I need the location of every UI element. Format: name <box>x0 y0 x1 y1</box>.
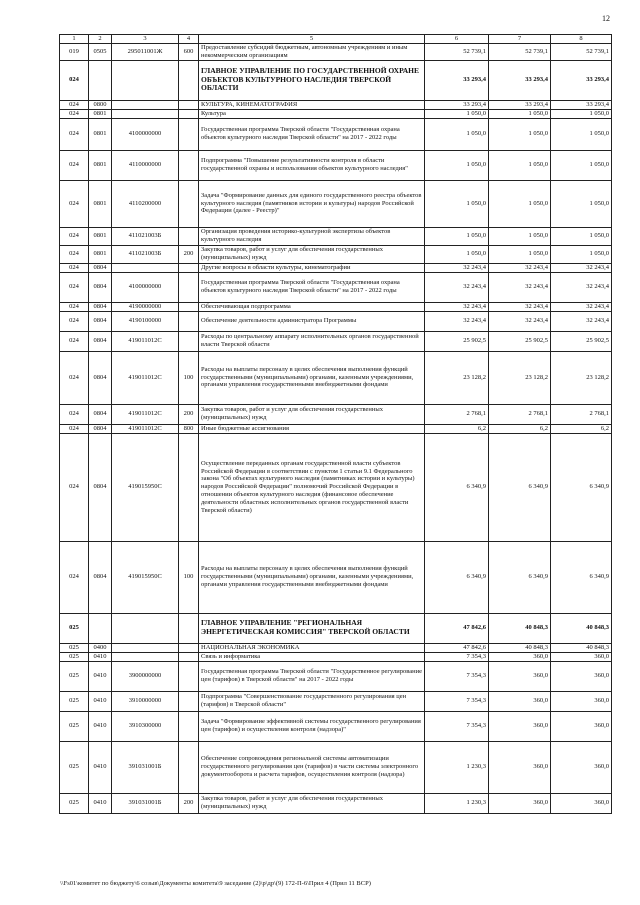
cell-target-code: 3910000000 <box>112 691 179 711</box>
cell-expense-type <box>179 118 199 150</box>
table-row <box>60 302 612 311</box>
cell-amount-2020: 6 340,9 <box>425 433 489 541</box>
cell-amount-2022: 360,0 <box>551 652 612 661</box>
cell-amount-2020: 1 230,3 <box>425 793 489 813</box>
cell-target-code: 295011001Ж <box>112 44 179 61</box>
cell-expense-type <box>179 331 199 351</box>
cell-expense-type <box>179 433 199 541</box>
cell-description: Организация проведения историко-культурной экспертизы объектов культурного наследия <box>199 227 425 245</box>
cell-amount-2022: 360,0 <box>551 711 612 741</box>
cell-amount-2021: 1 050,0 <box>489 227 551 245</box>
cell-amount-2022: 32 243,4 <box>551 272 612 302</box>
cell-admin-code: 025 <box>60 711 89 741</box>
cell-description: ГЛАВНОЕ УПРАВЛЕНИЕ ПО ГОСУДАРСТВЕННОЙ ОХРАНЕ ОБЪЕКТОВ КУЛЬТУРНОГО НАСЛЕДИЯ ТВЕРСКОЙ ОБЛАСТИ <box>199 60 425 100</box>
cell-amount-2021: 32 243,4 <box>489 311 551 331</box>
cell-amount-2021: 6 340,9 <box>489 541 551 613</box>
cell-expense-type <box>179 613 199 643</box>
cell-amount-2022: 33 293,4 <box>551 60 612 100</box>
cell-amount-2020: 7 354,3 <box>425 691 489 711</box>
cell-amount-2020: 32 243,4 <box>425 263 489 272</box>
cell-section-code: 0801 <box>89 118 112 150</box>
cell-admin-code: 024 <box>60 100 89 109</box>
cell-expense-type <box>179 272 199 302</box>
cell-amount-2020: 1 050,0 <box>425 118 489 150</box>
cell-admin-code: 024 <box>60 302 89 311</box>
cell-target-code <box>112 263 179 272</box>
cell-section-code: 0400 <box>89 643 112 652</box>
cell-expense-type <box>179 109 199 118</box>
cell-description: ГЛАВНОЕ УПРАВЛЕНИЕ "РЕГИОНАЛЬНАЯ ЭНЕРГЕТИЧЕСКАЯ КОМИССИЯ" ТВЕРСКОЙ ОБЛАСТИ <box>199 613 425 643</box>
cell-amount-2021: 360,0 <box>489 661 551 691</box>
cell-amount-2021: 360,0 <box>489 652 551 661</box>
cell-amount-2020: 23 128,2 <box>425 351 489 404</box>
cell-description: Иные бюджетные ассигнования <box>199 424 425 433</box>
cell-admin-code: 024 <box>60 150 89 180</box>
cell-description: КУЛЬТУРА, КИНЕМАТОГРАФИЯ <box>199 100 425 109</box>
table-row <box>60 613 612 643</box>
table-row <box>60 227 612 245</box>
table-row <box>60 118 612 150</box>
header-cell: 7 <box>489 35 551 44</box>
cell-description: Расходы на выплаты персоналу в целях обеспечения выполнения функций государственными (муниципальными) органами, казенными учреждениями, органами управления государственными внебюджетными фондами <box>199 541 425 613</box>
table-row <box>60 661 612 691</box>
cell-amount-2022: 360,0 <box>551 793 612 813</box>
cell-section-code: 0410 <box>89 661 112 691</box>
cell-description: НАЦИОНАЛЬНАЯ ЭКОНОМИКА <box>199 643 425 652</box>
table-row <box>60 60 612 100</box>
cell-target-code: 4110200000 <box>112 180 179 227</box>
cell-amount-2021: 52 739,1 <box>489 44 551 61</box>
header-cell: 6 <box>425 35 489 44</box>
cell-admin-code: 025 <box>60 691 89 711</box>
cell-description: Обеспечение сопровождения региональной системы автоматизации государственного регулирования цен (тарифов) в части системы электронного документооборота и расчета тарифов, осуществления контроля (надзора) <box>199 741 425 793</box>
cell-amount-2022: 1 050,0 <box>551 118 612 150</box>
cell-description: Государственная программа Тверской области "Государственное регулирование цен (тарифов) в Тверской области" на 2017 - 2022 годы <box>199 661 425 691</box>
cell-description: Подпрограмма "Повышение результативности контроля в области государственной охраны и использования объектов культурного наследия" <box>199 150 425 180</box>
cell-admin-code: 024 <box>60 109 89 118</box>
cell-admin-code: 024 <box>60 227 89 245</box>
cell-amount-2021: 23 128,2 <box>489 351 551 404</box>
table-row <box>60 245 612 263</box>
cell-amount-2022: 40 848,3 <box>551 643 612 652</box>
cell-amount-2020: 52 739,1 <box>425 44 489 61</box>
cell-target-code: 419011012С <box>112 331 179 351</box>
cell-admin-code: 025 <box>60 661 89 691</box>
cell-amount-2020: 1 050,0 <box>425 227 489 245</box>
cell-target-code: 391031001Б <box>112 793 179 813</box>
cell-target-code: 4100000000 <box>112 118 179 150</box>
cell-target-code: 3900000000 <box>112 661 179 691</box>
cell-target-code <box>112 100 179 109</box>
cell-admin-code: 025 <box>60 643 89 652</box>
cell-expense-type <box>179 661 199 691</box>
cell-amount-2020: 1 230,3 <box>425 741 489 793</box>
cell-amount-2022: 2 768,1 <box>551 404 612 424</box>
cell-expense-type <box>179 311 199 331</box>
cell-description: Другие вопросы в области культуры, кинематографии <box>199 263 425 272</box>
cell-amount-2020: 33 293,4 <box>425 60 489 100</box>
cell-amount-2022: 6,2 <box>551 424 612 433</box>
cell-expense-type <box>179 643 199 652</box>
cell-amount-2021: 360,0 <box>489 793 551 813</box>
cell-section-code: 0801 <box>89 245 112 263</box>
cell-amount-2021: 6,2 <box>489 424 551 433</box>
cell-section-code: 0410 <box>89 741 112 793</box>
cell-admin-code: 019 <box>60 44 89 61</box>
cell-expense-type <box>179 100 199 109</box>
cell-target-code: 411021003Б <box>112 245 179 263</box>
cell-expense-type <box>179 652 199 661</box>
cell-amount-2020: 33 293,4 <box>425 100 489 109</box>
cell-amount-2022: 360,0 <box>551 741 612 793</box>
cell-amount-2020: 1 050,0 <box>425 150 489 180</box>
cell-admin-code: 024 <box>60 311 89 331</box>
cell-amount-2021: 32 243,4 <box>489 263 551 272</box>
cell-amount-2021: 1 050,0 <box>489 118 551 150</box>
cell-description: Закупка товаров, работ и услуг для обеспечения государственных (муниципальных) нужд <box>199 793 425 813</box>
cell-amount-2020: 32 243,4 <box>425 311 489 331</box>
cell-amount-2022: 23 128,2 <box>551 351 612 404</box>
header-cell: 4 <box>179 35 199 44</box>
cell-admin-code: 024 <box>60 331 89 351</box>
cell-expense-type: 800 <box>179 424 199 433</box>
cell-target-code: 4190000000 <box>112 302 179 311</box>
cell-amount-2022: 40 848,3 <box>551 613 612 643</box>
cell-amount-2021: 1 050,0 <box>489 109 551 118</box>
cell-target-code: 411021003Б <box>112 227 179 245</box>
table-row <box>60 643 612 652</box>
cell-section-code: 0804 <box>89 331 112 351</box>
cell-section-code: 0804 <box>89 302 112 311</box>
cell-amount-2022: 1 050,0 <box>551 109 612 118</box>
cell-section-code: 0410 <box>89 652 112 661</box>
cell-amount-2021: 360,0 <box>489 691 551 711</box>
cell-amount-2021: 1 050,0 <box>489 150 551 180</box>
cell-section-code: 0804 <box>89 311 112 331</box>
cell-expense-type: 100 <box>179 541 199 613</box>
cell-section-code: 0804 <box>89 424 112 433</box>
cell-amount-2022: 33 293,4 <box>551 100 612 109</box>
cell-section-code: 0801 <box>89 109 112 118</box>
table-row <box>60 711 612 741</box>
cell-admin-code: 024 <box>60 541 89 613</box>
cell-expense-type <box>179 302 199 311</box>
cell-description: Закупка товаров, работ и услуг для обеспечения государственных (муниципальных) нужд <box>199 404 425 424</box>
cell-amount-2020: 32 243,4 <box>425 302 489 311</box>
cell-expense-type <box>179 711 199 741</box>
table-row <box>60 272 612 302</box>
cell-amount-2022: 1 050,0 <box>551 180 612 227</box>
page-number: 12 <box>602 14 610 23</box>
cell-section-code: 0801 <box>89 227 112 245</box>
cell-amount-2020: 7 354,3 <box>425 711 489 741</box>
cell-expense-type: 200 <box>179 245 199 263</box>
table-body <box>60 44 612 814</box>
cell-target-code: 391031001Б <box>112 741 179 793</box>
cell-target-code: 419015950С <box>112 433 179 541</box>
table-row <box>60 44 612 61</box>
table-row <box>60 424 612 433</box>
table-row <box>60 180 612 227</box>
cell-section-code: 0801 <box>89 180 112 227</box>
table-row <box>60 433 612 541</box>
cell-target-code <box>112 643 179 652</box>
cell-expense-type <box>179 150 199 180</box>
cell-description: Осуществление переданных органам государственной власти субъектов Российской Федерации в соответствии с пунктом 1 статьи 9.1 Федерального закона "Об объектах культурного наследия (памятниках истории и культуры) народов Российской Федерации" полномочий Российской Федерации в отношении объектов культурного наследия (финансовое обеспечение деятельности областных исполнительных органов государственной власти Тверской области) <box>199 433 425 541</box>
cell-amount-2021: 40 848,3 <box>489 613 551 643</box>
cell-description: Расходы по центральному аппарату исполнительных органов государственной власти Тверской области <box>199 331 425 351</box>
cell-expense-type: 100 <box>179 351 199 404</box>
file-path-footer: \\Fs01\комитет по бюджету\6 созыв\Документы комитета\9 заседание (2)\р\др\(9) 172-П-6\Прил 4 (Прил 11 ВСР) <box>60 880 371 887</box>
table-row <box>60 263 612 272</box>
cell-target-code: 419011012С <box>112 424 179 433</box>
cell-description: Закупка товаров, работ и услуг для обеспечения государственных (муниципальных) нужд <box>199 245 425 263</box>
cell-section-code: 0804 <box>89 541 112 613</box>
cell-expense-type: 200 <box>179 404 199 424</box>
cell-expense-type <box>179 741 199 793</box>
header-cell: 2 <box>89 35 112 44</box>
table-row <box>60 311 612 331</box>
cell-amount-2022: 25 902,5 <box>551 331 612 351</box>
table-header-row <box>60 35 612 44</box>
cell-description: Задача "Формирование данных для единого государственного реестра объектов культурного наследия (памятников истории и культуры) народов Российской Федерации (далее - Реестр)" <box>199 180 425 227</box>
cell-admin-code: 025 <box>60 652 89 661</box>
cell-section-code: 0410 <box>89 711 112 741</box>
table-row <box>60 793 612 813</box>
cell-amount-2021: 1 050,0 <box>489 180 551 227</box>
cell-section-code: 0505 <box>89 44 112 61</box>
cell-target-code <box>112 613 179 643</box>
cell-amount-2022: 1 050,0 <box>551 245 612 263</box>
cell-amount-2022: 360,0 <box>551 661 612 691</box>
cell-section-code: 0804 <box>89 433 112 541</box>
cell-amount-2021: 40 848,3 <box>489 643 551 652</box>
cell-amount-2022: 1 050,0 <box>551 227 612 245</box>
cell-amount-2020: 1 050,0 <box>425 245 489 263</box>
cell-amount-2022: 1 050,0 <box>551 150 612 180</box>
cell-amount-2020: 32 243,4 <box>425 272 489 302</box>
cell-amount-2020: 6,2 <box>425 424 489 433</box>
cell-expense-type <box>179 691 199 711</box>
cell-target-code <box>112 109 179 118</box>
cell-amount-2021: 360,0 <box>489 711 551 741</box>
cell-description: Государственная программа Тверской области "Государственная охрана объектов культурного наследия Тверской области" на 2017 - 2022 годы <box>199 118 425 150</box>
header-cell: 3 <box>112 35 179 44</box>
cell-amount-2021: 2 768,1 <box>489 404 551 424</box>
cell-expense-type <box>179 263 199 272</box>
cell-section-code: 0804 <box>89 404 112 424</box>
cell-section-code <box>89 613 112 643</box>
cell-expense-type <box>179 227 199 245</box>
cell-target-code: 419011012С <box>112 404 179 424</box>
cell-target-code: 4110000000 <box>112 150 179 180</box>
cell-description: Государственная программа Тверской области "Государственная охрана объектов культурного наследия Тверской области" на 2017 - 2022 годы <box>199 272 425 302</box>
cell-admin-code: 025 <box>60 613 89 643</box>
header-cell: 5 <box>199 35 425 44</box>
cell-admin-code: 024 <box>60 263 89 272</box>
cell-amount-2020: 2 768,1 <box>425 404 489 424</box>
cell-section-code: 0804 <box>89 351 112 404</box>
table-row <box>60 404 612 424</box>
cell-admin-code: 024 <box>60 180 89 227</box>
cell-description: Обеспечивающая подпрограмма <box>199 302 425 311</box>
cell-amount-2021: 1 050,0 <box>489 245 551 263</box>
cell-amount-2022: 6 340,9 <box>551 433 612 541</box>
cell-section-code: 0804 <box>89 272 112 302</box>
cell-target-code: 3910300000 <box>112 711 179 741</box>
table-row <box>60 541 612 613</box>
cell-target-code <box>112 652 179 661</box>
cell-amount-2020: 47 842,6 <box>425 643 489 652</box>
cell-admin-code: 024 <box>60 404 89 424</box>
cell-amount-2021: 360,0 <box>489 741 551 793</box>
cell-amount-2021: 33 293,4 <box>489 60 551 100</box>
cell-admin-code: 024 <box>60 424 89 433</box>
cell-amount-2022: 6 340,9 <box>551 541 612 613</box>
cell-amount-2021: 25 902,5 <box>489 331 551 351</box>
cell-amount-2022: 32 243,4 <box>551 311 612 331</box>
cell-expense-type: 600 <box>179 44 199 61</box>
cell-section-code: 0801 <box>89 150 112 180</box>
cell-admin-code: 024 <box>60 272 89 302</box>
cell-description: Обеспечение деятельности администратора Программы <box>199 311 425 331</box>
cell-section-code: 0410 <box>89 793 112 813</box>
cell-amount-2020: 7 354,3 <box>425 661 489 691</box>
table-row <box>60 652 612 661</box>
cell-amount-2020: 1 050,0 <box>425 109 489 118</box>
cell-amount-2020: 1 050,0 <box>425 180 489 227</box>
table-row <box>60 150 612 180</box>
table-row <box>60 691 612 711</box>
cell-description: Задача "Формирование эффективной системы государственного регулирования цен (тарифов) и осуществления контроля (надзора)" <box>199 711 425 741</box>
table-row <box>60 100 612 109</box>
cell-expense-type <box>179 60 199 100</box>
cell-description: Связь и информатика <box>199 652 425 661</box>
cell-expense-type <box>179 180 199 227</box>
cell-target-code: 419015950С <box>112 541 179 613</box>
table-row <box>60 741 612 793</box>
cell-amount-2020: 7 354,3 <box>425 652 489 661</box>
header-cell: 8 <box>551 35 612 44</box>
cell-admin-code: 025 <box>60 741 89 793</box>
cell-section-code: 0804 <box>89 263 112 272</box>
cell-amount-2021: 32 243,4 <box>489 302 551 311</box>
cell-admin-code: 025 <box>60 793 89 813</box>
cell-amount-2022: 32 243,4 <box>551 263 612 272</box>
cell-amount-2022: 32 243,4 <box>551 302 612 311</box>
budget-table <box>59 34 612 814</box>
header-cell: 1 <box>60 35 89 44</box>
cell-section-code: 0800 <box>89 100 112 109</box>
cell-admin-code: 024 <box>60 245 89 263</box>
cell-admin-code: 024 <box>60 433 89 541</box>
cell-amount-2022: 360,0 <box>551 691 612 711</box>
cell-amount-2020: 6 340,9 <box>425 541 489 613</box>
cell-target-code: 419011012С <box>112 351 179 404</box>
cell-amount-2022: 52 739,1 <box>551 44 612 61</box>
cell-section-code: 0410 <box>89 691 112 711</box>
table-row <box>60 109 612 118</box>
cell-description: Предоставление субсидий бюджетным, автономным учреждениям и иным некоммерческим организациям <box>199 44 425 61</box>
cell-target-code <box>112 60 179 100</box>
cell-target-code: 4190100000 <box>112 311 179 331</box>
cell-description: Подпрограмма "Совершенствование государственного регулирования цен (тарифов) в Тверской области" <box>199 691 425 711</box>
cell-expense-type: 200 <box>179 793 199 813</box>
cell-admin-code: 024 <box>60 351 89 404</box>
cell-amount-2021: 6 340,9 <box>489 433 551 541</box>
cell-admin-code: 024 <box>60 118 89 150</box>
cell-description: Расходы на выплаты персоналу в целях обеспечения выполнения функций государственными (муниципальными) органами, казенными учреждениями, органами управления государственными внебюджетными фондами <box>199 351 425 404</box>
cell-description: Культура <box>199 109 425 118</box>
cell-amount-2020: 47 842,6 <box>425 613 489 643</box>
table-row <box>60 351 612 404</box>
cell-admin-code: 024 <box>60 60 89 100</box>
cell-section-code <box>89 60 112 100</box>
cell-amount-2020: 25 902,5 <box>425 331 489 351</box>
table-row <box>60 331 612 351</box>
cell-amount-2021: 33 293,4 <box>489 100 551 109</box>
cell-target-code: 4100000000 <box>112 272 179 302</box>
cell-amount-2021: 32 243,4 <box>489 272 551 302</box>
